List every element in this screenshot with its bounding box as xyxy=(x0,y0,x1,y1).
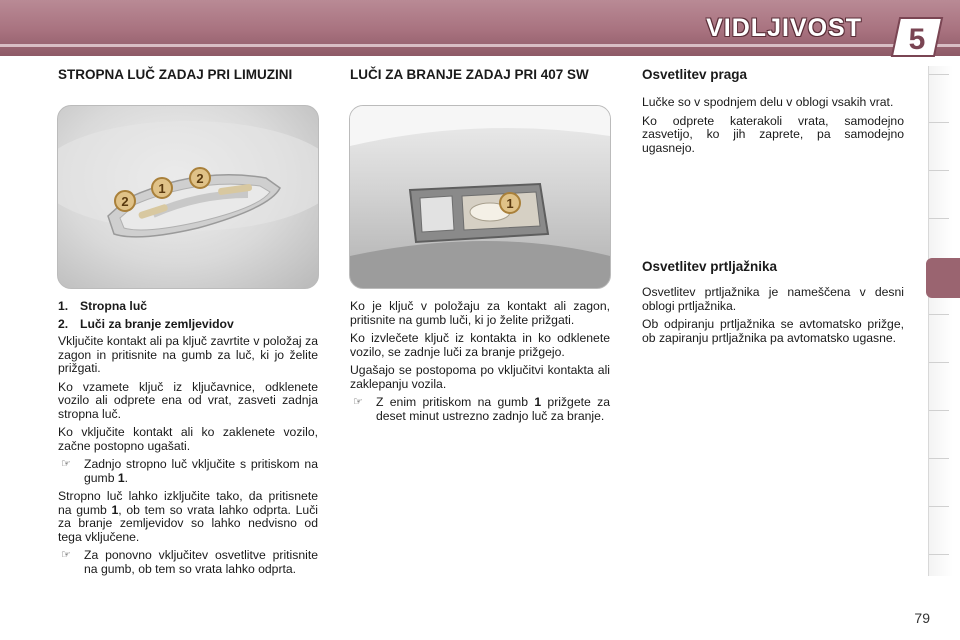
header-stripe xyxy=(0,44,960,47)
side-tab-divider xyxy=(929,458,949,459)
column-rear-ceiling-light xyxy=(58,67,318,82)
side-tab-active[interactable] xyxy=(926,258,960,298)
section-title: STROPNA LUČ ZADAJ PRI LIMUZINI xyxy=(58,67,293,82)
paragraph: Stropno luč lahko izključite tako, da pritisnete na gumb 1, ob tem so vrata lahko odprta. Luči za branje zemljevidov so lahko nedvisno od tega vključene. xyxy=(58,489,318,544)
reading-light-illustration xyxy=(350,106,610,288)
chapter-number-badge xyxy=(890,16,944,58)
paragraph: Ko je ključ v položaju za kontakt ali zagon, pritisnite na gumb luči, ki jo želite prižgati. xyxy=(350,299,610,327)
svg-text:2: 2 xyxy=(196,171,204,186)
list-item: 1. Stropna luč xyxy=(58,299,148,313)
list-item: 2. Luči za branje zemljevidov xyxy=(58,316,234,331)
column-2-text xyxy=(350,300,610,428)
side-tab-divider xyxy=(929,170,949,171)
column-sill-and-boot-lights xyxy=(642,67,904,160)
side-tab-divider xyxy=(929,314,949,315)
paragraph: Ugašajo se postopoma po vključitvi kontakta ali zaklepanju vozila. xyxy=(350,363,610,391)
svg-text:1: 1 xyxy=(506,196,514,211)
column-1-text xyxy=(58,300,318,581)
section-title: Osvetlitev praga xyxy=(642,67,748,82)
side-tab-divider xyxy=(929,506,949,507)
column-reading-lights-sw xyxy=(350,67,610,82)
paragraph: Lučke so v spodnjem delu v oblogi vsakih vrat. xyxy=(642,95,894,109)
ceiling-light-illustration xyxy=(58,106,318,288)
side-tab-divider xyxy=(929,122,949,123)
pointing-hand-icon: ☞ xyxy=(61,549,71,561)
side-tab-divider xyxy=(929,218,949,219)
chapter-side-tabs xyxy=(928,66,953,576)
section-title: LUČI ZA BRANJE ZADAJ PRI 407 SW xyxy=(350,67,589,82)
pointing-hand-icon: ☞ xyxy=(61,458,71,470)
paragraph: Ko vzamete ključ iz ključavnice, odklenete vozilo ali odprete ena od vrat, zasveti zadnja stropna luč. xyxy=(58,379,318,421)
paragraph: Ko vključite kontakt ali ko zaklenete vozilo, začne postopno ugašati. xyxy=(58,425,318,453)
side-tab-divider xyxy=(929,362,949,363)
chapter-header xyxy=(0,0,960,56)
svg-text:2: 2 xyxy=(121,194,129,209)
column-boot-light xyxy=(642,259,904,350)
ceiling-light-photo xyxy=(57,105,319,289)
marker-1 xyxy=(500,193,520,213)
bullet-item: ☞ Z enim pritiskom na gumb 1 prižgete za deset minut ustrezno zadnjo luč za branje. xyxy=(353,395,610,423)
chapter-title: VIDLJIVOST xyxy=(706,14,862,42)
section-title: Osvetlitev prtljažnika xyxy=(642,259,778,274)
chapter-number: 5 xyxy=(908,23,926,56)
marker-2-right xyxy=(190,168,210,188)
side-tab-divider xyxy=(929,74,949,75)
paragraph: Osvetlitev prtljažnika je nameščena v desni oblogi prtljažnika. xyxy=(642,285,904,313)
bullet-item: ☞ Za ponovno vključitev osvetlitve pritisnite na gumb, ob tem so vrata lahko odprta. xyxy=(61,548,318,576)
marker-2-left xyxy=(115,191,135,211)
paragraph: Ko izvlečete ključ iz kontakta in ko odklenete vozilo, se zadnje luči za branje prižgejo. xyxy=(350,331,610,359)
bullet-item: ☞ Zadnjo stropno luč vključite s pritiskom na gumb 1. xyxy=(61,457,318,485)
paragraph: Ob odpiranju prtljažnika se avtomatsko prižge, ob zapiranju prtljažnika pa avtomatsko ugasne. xyxy=(642,317,904,345)
reading-light-photo xyxy=(349,105,611,289)
page-number: 79 xyxy=(914,610,930,626)
marker-1 xyxy=(152,178,172,198)
paragraph: Vključite kontakt ali pa ključ zavrtite v položaj za zagon in pritisnite na gumb za luč, ki jo želite prižgati. xyxy=(58,334,318,375)
side-tab-divider xyxy=(929,554,949,555)
paragraph: Ko odprete katerakoli vrata, samodejno zasvetijo, ko jih zaprete, pa samodejno ugasnejo. xyxy=(642,113,904,155)
side-tab-divider xyxy=(929,410,949,411)
pointing-hand-icon: ☞ xyxy=(353,396,363,408)
svg-text:1: 1 xyxy=(158,181,166,196)
